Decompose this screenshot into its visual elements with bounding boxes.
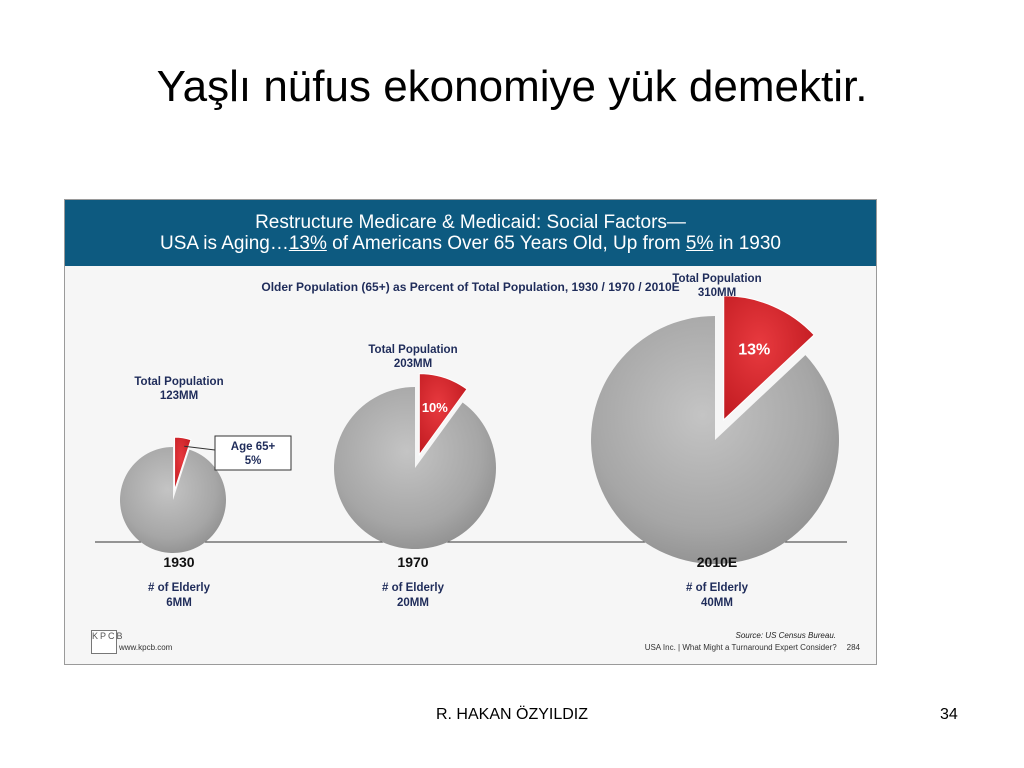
kpcb-logo: KPCB (91, 630, 117, 654)
footer-url: www.kpcb.com (119, 643, 173, 652)
footer-page-number: 284 (846, 643, 860, 652)
year-label-1930: 1930 (163, 554, 195, 570)
elderly-label-1970: # of Elderly (382, 582, 444, 594)
year-label-1970: 1970 (397, 554, 429, 570)
total-population-value-1930: 123MM (159, 390, 199, 402)
callout-label-1930: Age 65+ (230, 441, 276, 453)
callout-leader-1930 (184, 446, 215, 450)
banner-highlight-5: 5% (685, 233, 714, 254)
footer-source: Source: US Census Bureau. (735, 631, 836, 640)
year-label-2010E: 2010E (696, 554, 738, 570)
chart-title: Older Population (65+) as Percent of Total Population, 1930 / 1970 / 2010E (261, 280, 680, 294)
pie-remainder-1970 (334, 387, 496, 549)
total-population-value-1970: 203MM (393, 358, 433, 370)
elderly-value-2010E: 40MM (701, 597, 733, 609)
total-population-label-1930: Total Population (134, 376, 224, 388)
total-population-value-2010E: 310MM (697, 287, 737, 299)
footer-reference (645, 643, 860, 652)
chart-figure (64, 199, 877, 665)
pie-chart-svg (65, 200, 876, 664)
callout-value-1930: 5% (244, 455, 262, 467)
footer-reference-text: USA Inc. | What Might a Turnaround Expert Consider? (644, 643, 837, 652)
banner-line1: Restructure Medicare & Medicaid: Social Factors— (255, 212, 686, 233)
slice-label-2010E: 13% (738, 341, 771, 359)
slide-author: R. HAKAN ÖZYILDIZ (435, 706, 589, 723)
total-population-label-2010E: Total Population (672, 273, 762, 285)
banner-line2-a: USA is Aging… (159, 233, 289, 254)
elderly-label-1930: # of Elderly (148, 582, 210, 594)
elderly-value-1930: 6MM (166, 597, 192, 609)
banner-line2-e: in 1930 (713, 233, 781, 254)
elderly-label-2010E: # of Elderly (686, 582, 748, 594)
elderly-value-1970: 20MM (397, 597, 429, 609)
pie-remainder-2010E (591, 316, 839, 564)
banner-line2-c: of Americans Over 65 Years Old, Up from (326, 233, 686, 254)
slide-title: Yaşlı nüfus ekonomiye yük demektir. (156, 62, 868, 111)
pie-remainder-1930 (120, 447, 226, 553)
slide-number: 34 (940, 706, 958, 723)
slice-label-1970: 10% (421, 399, 448, 415)
total-population-label-1970: Total Population (368, 344, 458, 356)
banner-highlight-13: 13% (288, 233, 327, 254)
